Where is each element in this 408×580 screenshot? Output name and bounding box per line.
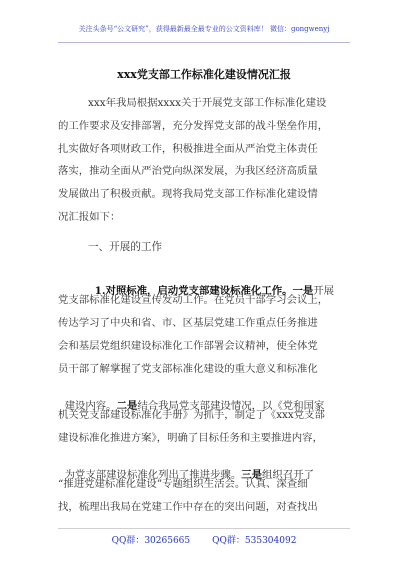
header-banner: 关注头条号“公文研究”，获得最新最全最专业的公文资料库！ 微信：gongwenyj xyxy=(78,25,330,33)
item-emphasis: 二是 xyxy=(116,400,138,412)
header-divider xyxy=(58,42,350,43)
intro-line: 落实，推动全面从严治党向纵深发展，为我区经济高质量 xyxy=(58,165,318,177)
footer-divider xyxy=(58,528,350,529)
body-line: 会和基层党组织建设标准化工作部署会议精神，使全体党 xyxy=(58,340,318,352)
item-emphasis: 三是 xyxy=(241,469,263,481)
intro-line: 发展做出了积极贡献。现将我局党支部工作标准化建设情 xyxy=(58,188,318,200)
body-line: 党支部标准化建设宣传发动工作。在党员干部学习会议上， xyxy=(58,294,329,306)
intro-line: 的工作要求及安排部署，充分发挥党支部的战斗堡垒作用， xyxy=(58,120,329,132)
body-line: 建设标准化推进方案》，明确了目标任务和主要推进内容， xyxy=(58,432,323,444)
intro-line: 扎实做好各项财政工作，积极推进全面从严治党主体责任 xyxy=(58,143,318,155)
section-heading: 一、开展的工作 xyxy=(88,241,163,253)
footer xyxy=(0,533,408,546)
item-bold-lead: 1.对照标准，启动党支部建设标准化工作。一是 xyxy=(94,285,314,297)
body-text: 建设内容。 xyxy=(64,400,117,412)
intro-line: 况汇报如下： xyxy=(58,211,121,223)
document-title: xxx党支部工作标准化建设情况汇报 xyxy=(117,68,291,81)
body-text: 结合我局党支部建设情况，以《党和国家 xyxy=(137,400,325,412)
body-line: “推进党建标准化建设”专题组织生活会。认真、深查细 xyxy=(58,478,308,490)
item-lead-rest: 开展 xyxy=(313,285,335,297)
footer-qq-group-2: QQ群：535304092 xyxy=(212,536,297,546)
body-line: 传达学习了中央和省、市、区基层党建工作重点任务推进 xyxy=(58,317,318,329)
body-text: 为党支部建设标准化列出了推进步骤。 xyxy=(64,469,242,481)
body-line: 员干部了解掌握了党支部标准化建设的重大意义和标准化 xyxy=(58,363,318,375)
body-line: 找，梳理出我局在党建工作中存在的突出问题，对查找出 xyxy=(58,501,318,513)
body-text: 组织召开了 xyxy=(262,469,314,481)
body-line: 机关党支部建设标准化手册》为抓手，制定了《xxx党支部 xyxy=(58,409,325,421)
intro-line: xxx年我局根据xxxx关于开展党支部工作标准化建设 xyxy=(88,97,327,109)
footer-qq-group-1: QQ群：30265665 xyxy=(111,536,191,546)
